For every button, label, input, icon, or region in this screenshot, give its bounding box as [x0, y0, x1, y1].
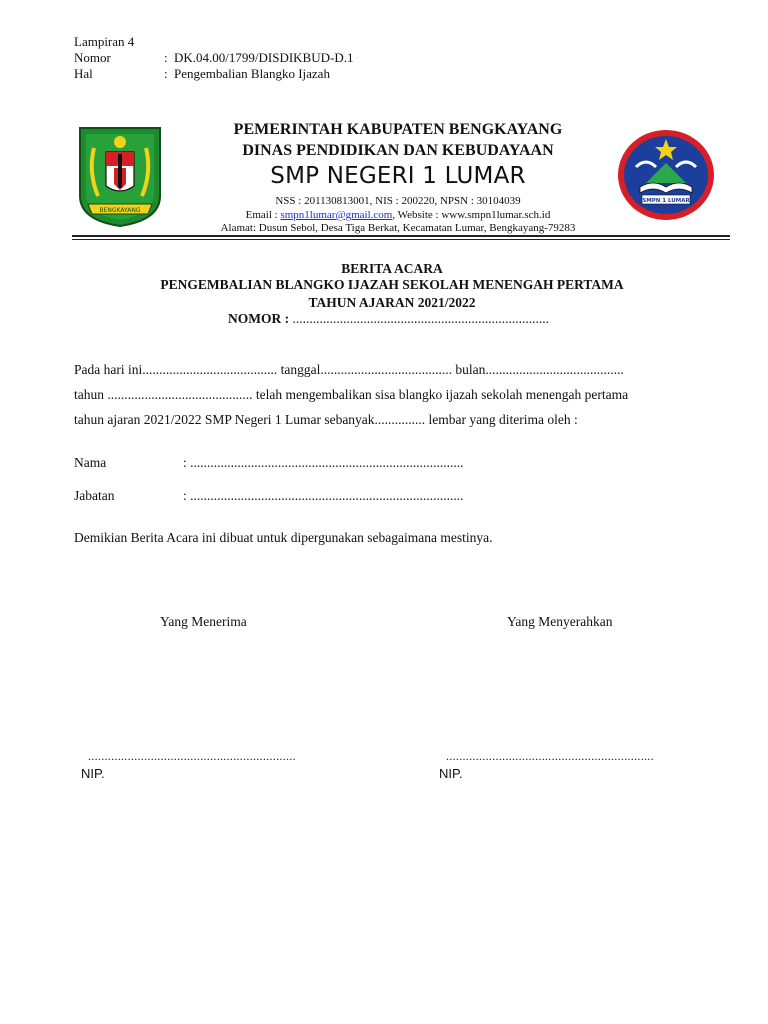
academic-year: TAHUN AJARAN 2021/2022 [308, 295, 476, 310]
regency-crest-caption: BENGKAYANG [99, 207, 141, 214]
school-identifiers: NSS : 201130813001, NIS : 200220, NPSN : 30104039 [275, 195, 521, 207]
closing-statement: Demikian Berita Acara ini dibuat untuk dipergunakan sebagaimana mestinya. [74, 530, 493, 545]
school-emblem-logo [616, 127, 717, 223]
document-number-label: NOMOR : [228, 311, 290, 326]
sender-title: Yang Menyerahkan [507, 614, 613, 629]
letter-subject-colon: : [164, 66, 168, 81]
letter-number-value: DK.04.00/1799/DISDIKBUD-D.1 [174, 50, 354, 65]
email-label: Email : [245, 209, 281, 221]
school-address: Alamat: Dusun Sebol, Desa Tiga Berkat, Kecamatan Lumar, Bengkayang-79283 [220, 222, 576, 234]
header-divider-thick [72, 235, 730, 237]
attachment-label: Lampiran 4 [74, 34, 135, 49]
email-link[interactable]: smpn1lumar@gmail.com [280, 209, 393, 221]
letter-subject-value: Pengembalian Blangko Ijazah [174, 66, 330, 81]
position-field-dots: : ................................................................................. [183, 488, 464, 503]
document-title: BERITA ACARA [341, 261, 443, 276]
school-emblem-caption: SMPN 1 LUMAR [642, 198, 690, 204]
document-number [228, 311, 549, 327]
sender-nip-label: NIP. [439, 766, 463, 781]
position-field-label: Jabatan [74, 488, 115, 503]
website-text: , Website : www.smpn1lumar.sch.id [392, 209, 551, 221]
document-subtitle: PENGEMBALIAN BLANGKO IJAZAH SEKOLAH MENENGAH PERTAMA [160, 277, 624, 292]
document-number-dots: ............................................................................ [289, 311, 549, 326]
government-name: PEMERINTAH KABUPATEN BENGKAYANG [233, 121, 563, 138]
department-name: DINAS PENDIDIKAN DAN KEBUDAYAAN [242, 142, 554, 159]
body-line-1: Pada hari ini........................................ tanggal....................................... bulan......................................... [74, 362, 624, 377]
letter-number-colon: : [164, 50, 168, 65]
name-field-dots: : ................................................................................. [183, 455, 464, 470]
body-line-3: tahun ajaran 2021/2022 SMP Negeri 1 Lumar sebanyak............... lembar yang diterima oleh : [74, 412, 578, 427]
header-divider-thin [72, 239, 730, 240]
receiver-title: Yang Menerima [160, 614, 247, 629]
name-field-label: Nama [74, 455, 107, 470]
receiver-signature-line: ............................................................... [88, 749, 296, 763]
body-line-2: tahun ........................................... telah mengembalikan sisa blangko ijazah sekolah menengah pertama [74, 387, 629, 402]
school-name: SMP NEGERI 1 LUMAR [270, 163, 526, 189]
letter-subject-label: Hal [74, 66, 93, 81]
sender-signature-line: ............................................................... [446, 749, 654, 763]
receiver-nip-label: NIP. [81, 766, 105, 781]
letter-number-label: Nomor [74, 50, 111, 65]
